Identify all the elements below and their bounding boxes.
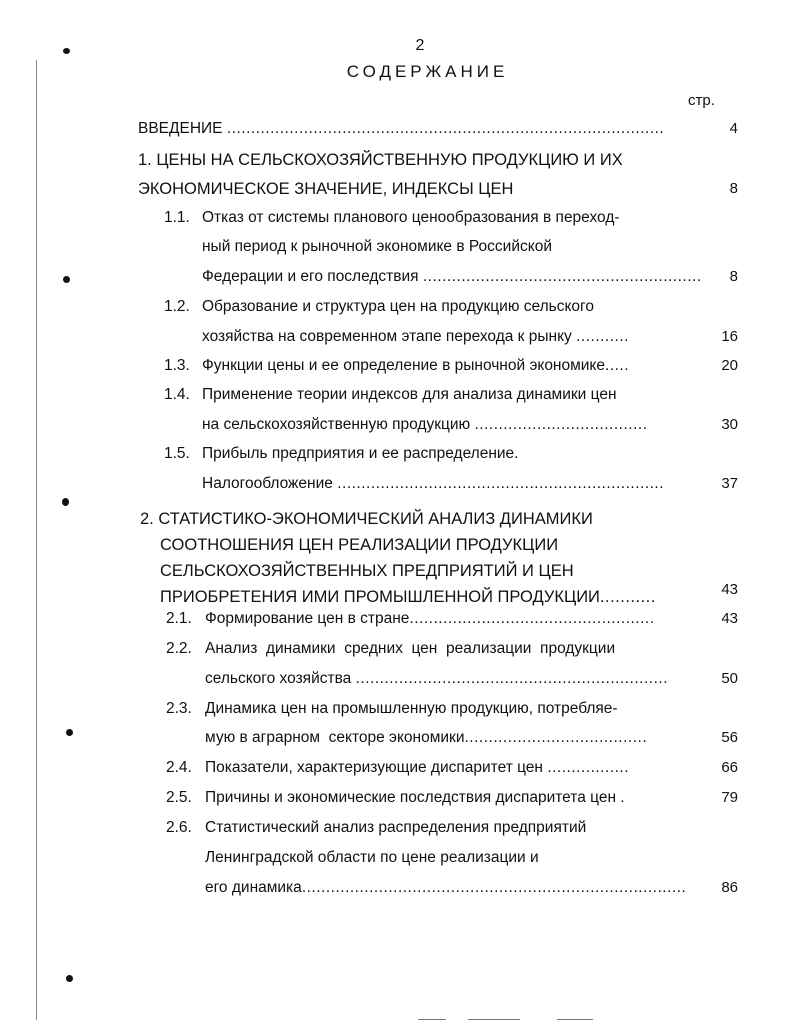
toc-section-1-2-line-1: Образование и структура цен на продукцию сельского [202,298,594,315]
toc-intro [138,120,664,138]
leader-dots: ................................................................. [355,670,668,687]
toc-section-2-6-title-end: его динамика [205,879,302,896]
toc-intro-title: ВВЕДЕНИЕ [138,120,223,137]
scan-rule [418,1019,446,1020]
toc-section-2-2-line-1: Анализ динамики средних цен реализации продукции [205,640,616,657]
toc-section-number: 2.2. [166,640,192,657]
leader-dots: ........................................................................................... [226,120,665,137]
toc-section-2-4-line-1 [205,759,629,777]
toc-chapter-1-page: 8 [729,180,738,197]
toc-chapter-2-line-2: СООТНОШЕНИЯ ЦЕН РЕАЛИЗАЦИИ ПРОДУКЦИИ [160,536,559,554]
toc-section-2-6-line-1: Статистический анализ распределения предприятий [205,819,587,836]
toc-section-2-6-line-3 [205,879,686,897]
toc-section-number: 2.1. [166,610,192,627]
toc-chapter-2-line-1: 2. СТАТИСТИКО-ЭКОНОМИЧЕСКИЙ АНАЛИЗ ДИНАМИКИ [140,510,593,528]
toc-section-1-5-line-2 [202,475,664,493]
leader-dots: .................................... [474,416,648,433]
toc-chapter-2-line-3: СЕЛЬСКОХОЗЯЙСТВЕННЫХ ПРЕДПРИЯТИЙ И ЦЕН [160,562,574,580]
toc-section-1-3-page: 20 [721,357,738,374]
toc-intro-page: 4 [729,120,738,137]
toc-section-number: 2.5. [166,789,192,806]
toc-chapter-2-line-4 [160,588,656,606]
toc-section-1-5-page: 37 [721,475,738,492]
toc-section-1-4-line-2 [202,416,648,434]
toc-section-number: 2.3. [166,700,192,717]
toc-section-1-1-line-2: ный период к рыночной экономике в Российской [202,238,552,255]
toc-section-2-6-page: 86 [721,879,738,896]
leader-dots: ........... [599,588,656,606]
toc-section-2-3-page: 56 [721,729,738,746]
leader-dots: ...................................... [464,729,648,746]
toc-section-2-6-line-2: Ленинградской области по цене реализации и [205,849,539,866]
toc-section-1-5-title-end: Налогообложение [202,475,333,492]
toc-section-2-1-page: 43 [721,610,738,627]
toc-section-2-3-title-end: мую в аграрном секторе экономики [205,729,465,746]
leader-dots: ................. [547,759,630,776]
toc-chapter-1-line-1: 1. ЦЕНЫ НА СЕЛЬСКОХОЗЯЙСТВЕННУЮ ПРОДУКЦИЮ И ИХ [138,151,623,169]
scan-edge-line [36,60,37,1020]
leader-dots: ........... [576,328,629,345]
toc-section-1-4-line-1: Применение теории индексов для анализа динамики цен [202,386,617,403]
leader-dots: ..... [605,357,630,374]
toc-section-1-2-line-2 [202,328,629,346]
toc-section-1-4-page: 30 [721,416,738,433]
toc-section-1-4-title-end: на сельскохозяйственную продукцию [202,416,471,433]
toc-chapter-2-page: 43 [721,581,738,598]
toc-section-number: 1.1. [164,209,190,226]
toc-section-2-4-page: 66 [721,759,738,776]
scan-speck [62,498,69,506]
toc-section-1-1-page: 8 [729,268,738,285]
leader-dots: ................................................... [409,610,655,627]
page-title: СОДЕРЖАНИЕ [346,62,509,81]
toc-section-2-2-line-2 [205,670,668,688]
toc-section-1-3-line-1 [202,357,629,375]
toc-section-1-2-page: 16 [721,328,738,345]
toc-section-number: 1.4. [164,386,190,403]
scan-speck [66,729,73,736]
toc-section-1-2-title-end: хозяйства на современном этапе перехода к рынку [202,328,572,345]
toc-section-1-1-line-1: Отказ от системы планового ценообразования в переход- [202,209,620,226]
toc-section-number: 2.6. [166,819,192,836]
toc-section-2-3-line-1: Динамика цен на промышленную продукцию, потребляе- [205,700,618,717]
toc-section-2-1-line-1 [205,610,655,628]
page-number: 2 [415,37,425,54]
toc-section-2-5-line-1: Причины и экономические последствия диспаритета цен . [205,789,625,806]
toc-chapter-2-title-end: ПРИОБРЕТЕНИЯ ИМИ ПРОМЫШЛЕННОЙ ПРОДУКЦИИ [160,588,600,606]
toc-section-1-5-line-1: Прибыль предприятия и ее распределение. [202,445,519,462]
toc-section-2-3-line-2 [205,729,647,747]
toc-section-number: 1.5. [164,445,190,462]
scan-speck [63,276,70,283]
toc-section-number: 2.4. [166,759,192,776]
toc-section-2-2-page: 50 [721,670,738,687]
toc-section-1-1-line-3 [202,268,702,286]
toc-section-2-5-page: 79 [721,789,738,806]
toc-chapter-1-line-2: ЭКОНОМИЧЕСКОЕ ЗНАЧЕНИЕ, ИНДЕКСЫ ЦЕН [138,180,514,198]
scan-speck [66,975,73,982]
toc-section-2-4-title: Показатели, характеризующие диспаритет цен [205,759,543,776]
toc-section-number: 1.2. [164,298,190,315]
leader-dots: .......................................................... [422,268,702,285]
toc-section-1-3-title: Функции цены и ее определение в рыночной экономике [202,357,606,374]
scan-rule [468,1019,520,1020]
toc-section-1-1-title-end: Федерации и его последствия [202,268,419,285]
toc-section-number: 1.3. [164,357,190,374]
leader-dots: .................................................................... [337,475,665,492]
toc-section-2-1-title: Формирование цен в стране [205,610,410,627]
toc-section-2-2-title-end: сельского хозяйства [205,670,352,687]
scan-rule [557,1019,593,1020]
page-column-label: стр. [688,92,715,109]
leader-dots: ................................................................................ [301,879,687,896]
